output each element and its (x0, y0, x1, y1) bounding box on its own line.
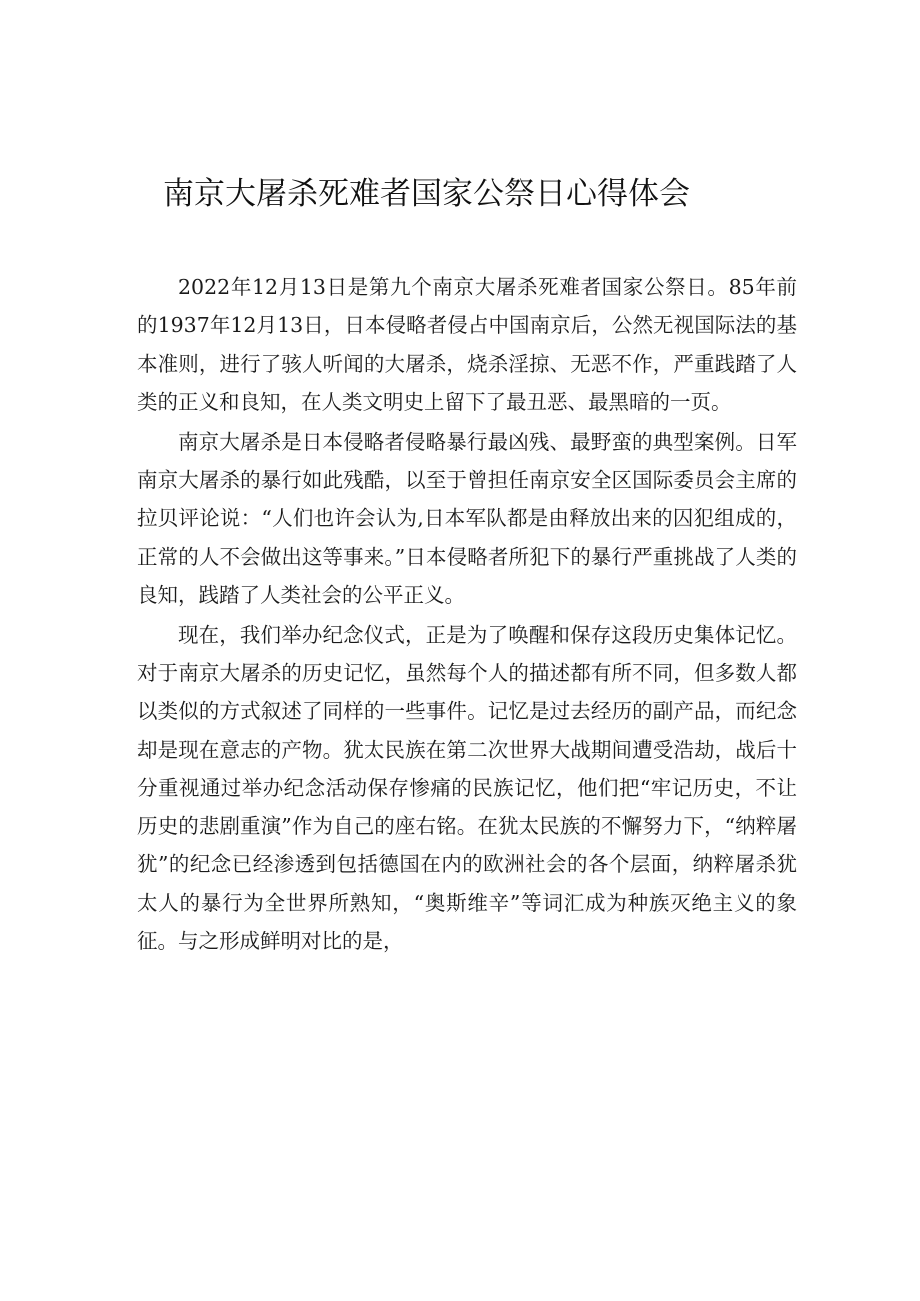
document-body (137, 268, 797, 960)
document-title: 南京大屠杀死难者国家公祭日心得体会 (163, 176, 690, 212)
paragraph-3: 现在，我们举办纪念仪式，正是为了唤醒和保存这段历史集体记忆。对于南京大屠杀的历史记忆，虽然每个人的描述都有所不同，但多数人都以类似的方式叙述了同样的一些事件。记忆是过去经历的副产品，而纪念却是现在意志的产物。犹太民族在第二次世界大战期间遭受浩劫，战后十分重视通过举办纪念活动保存惨痛的民族记忆，他们把“牢记历史，不让历史的悲剧重演”作为自己的座右铭。在犹太民族的不懈努力下，“纳粹屠犹”的纪念已经渗透到包括德国在内的欧洲社会的各个层面，纳粹屠杀犹太人的暴行为全世界所熟知，“奥斯维辛”等词汇成为种族灭绝主义的象征。与之形成鲜明对比的是， (137, 622, 797, 954)
paragraph-2: 南京大屠杀是日本侵略者侵略暴行最凶残、最野蛮的典型案例。日军南京大屠杀的暴行如此残酷，以至于曾担任南京安全区国际委员会主席的拉贝评论说：“人们也许会认为,日本军队都是由释放出来的囚犯组成的，正常的人不会做出这等事来。”日本侵略者所犯下的暴行严重挑战了人类的良知，践踏了人类社会的公平正义。 (137, 429, 797, 607)
paragraph-1: 2022年12月13日是第九个南京大屠杀死难者国家公祭日。85年前的1937年12月13日，日本侵略者侵占中国南京后，公然无视国际法的基本准则，进行了骇人听闻的大屠杀，烧杀淫掠、无恶不作，严重践踏了人类的正义和良知，在人类文明史上留下了最丑恶、最黑暗的一页。 (137, 275, 797, 414)
